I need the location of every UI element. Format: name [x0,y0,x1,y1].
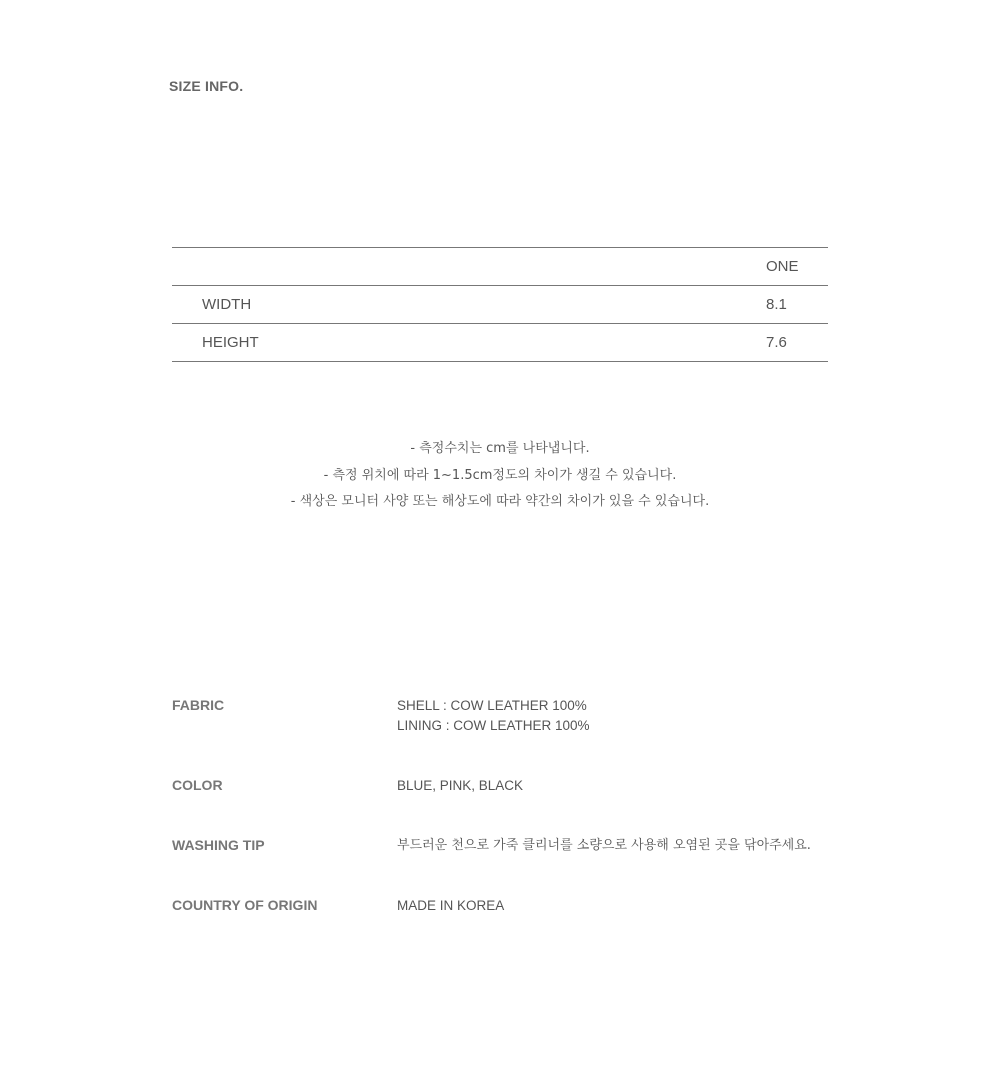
fabric-lining: LINING : COW LEATHER 100% [397,718,590,733]
washing-tip-label: WASHING TIP [172,837,265,853]
fabric-label: FABRIC [172,697,225,713]
country-of-origin-value: MADE IN KOREA [397,898,505,913]
size-info-title: SIZE INFO. [169,78,244,94]
note-color-variance: - 색상은 모니터 사양 또는 해상도에 따라 약간의 차이가 있을 수 있습니다. [290,494,710,509]
size-label-width: WIDTH [202,296,252,313]
size-label-height: HEIGHT [202,334,259,351]
color-label: COLOR [172,777,223,793]
size-value-height: 7.6 [766,334,787,351]
country-of-origin-label: COUNTRY OF ORIGIN [172,897,318,913]
size-header-one: ONE [766,258,799,275]
size-table-header [172,248,828,286]
note-unit: - 측정수치는 cm를 나타냅니다. [410,441,590,456]
size-table [172,247,828,362]
fabric-value [397,696,590,736]
washing-tip-value: 부드러운 천으로 가죽 클리너를 소량으로 사용해 오염된 곳을 닦아주세요. [397,838,811,853]
table-row-height [172,324,828,362]
measurement-notes [0,439,1000,519]
size-value-width: 8.1 [766,296,787,313]
table-row-width [172,286,828,324]
fabric-shell: SHELL : COW LEATHER 100% [397,698,587,713]
note-tolerance: - 측정 위치에 따라 1~1.5cm정도의 차이가 생길 수 있습니다. [323,467,677,483]
color-value: BLUE, PINK, BLACK [397,778,524,793]
